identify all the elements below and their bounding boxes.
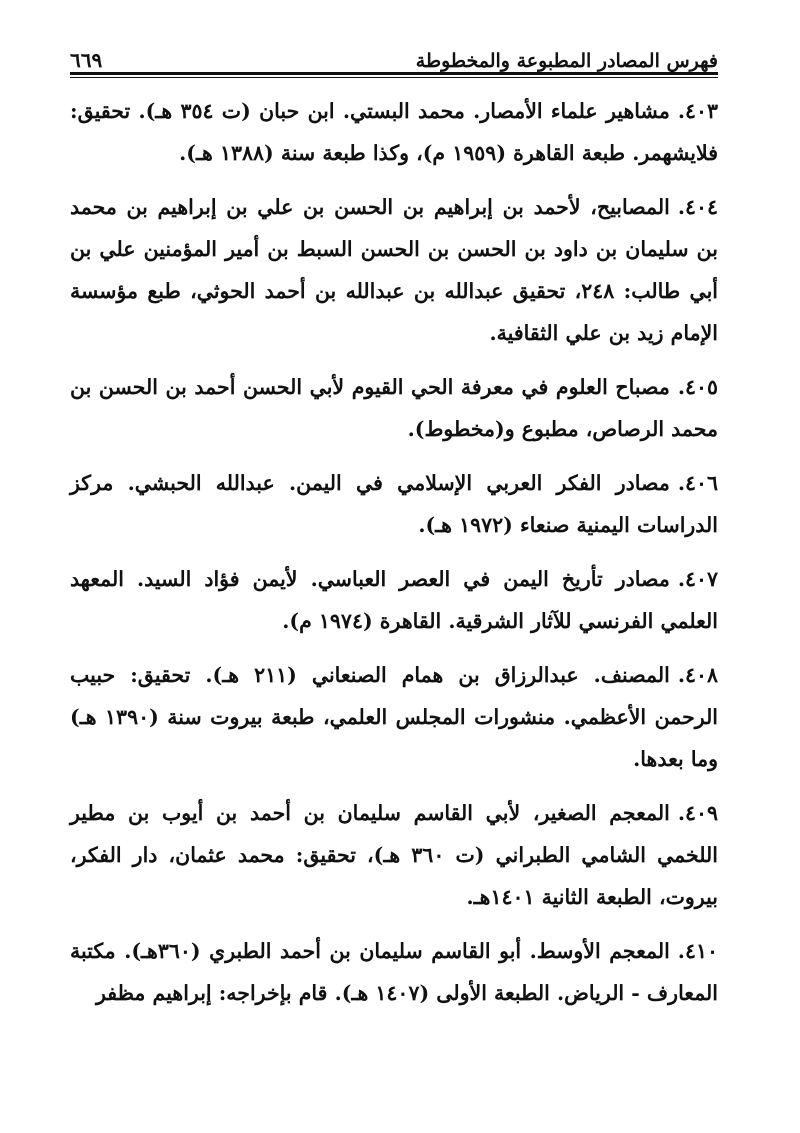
bibliography-entry-405: [70, 366, 718, 450]
header-rule-thin: [70, 77, 718, 78]
entry-text: مصادر تأريخ اليمن في العصر العباسي. لأيمن فؤاد السيد. المعهد العلمي الفرنسي للآثار الشرقية. القاهرة (١٩٧٤ م).: [70, 567, 718, 633]
entry-number: ٤٠٩.: [677, 801, 718, 825]
entry-number: ٤٠٥.: [677, 375, 718, 399]
entry-text: المعجم الأوسط. أبو القاسم سليمان بن أحمد الطبري (٣٦٠هـ). مكتبة المعارف - الرياض. الطبعة الأولى (١٤٠٧ هـ). قام بإخراجه: إبراهيم مظفر: [70, 939, 718, 1005]
bibliography-entry-408: [70, 654, 718, 780]
page-number: ٦٦٩: [70, 48, 103, 72]
entry-text: مصباح العلوم في معرفة الحي القيوم لأبي الحسن أحمد بن الحسن بن محمد الرصاص، مطبوع و(مخطوط).: [70, 375, 718, 441]
header-rule-thick: [70, 72, 718, 75]
entry-number: ٤٠٨.: [677, 663, 718, 687]
bibliography-entry-406: [70, 462, 718, 546]
bibliography-entry-410: [70, 930, 718, 1014]
entry-text: المصابيح، لأحمد بن إبراهيم بن الحسن بن علي بن إبراهيم بن محمد بن سليمان بن داود بن الحسن بن الحسن السبط بن أمير المؤمنين علي بن أبي طالب: ٢٤٨، تحقيق عبدالله بن عبدالله بن أحمد الحوثي، طبع مؤسسة الإمام زيد بن علي الثقافية.: [70, 195, 718, 345]
bibliography-list: [70, 90, 718, 1026]
entry-number: ٤١٠.: [677, 939, 718, 963]
entry-text: المصنف. عبدالرزاق بن همام الصنعاني (٢١١ هـ). تحقيق: حبيب الرحمن الأعظمي. منشورات المجلس العلمي، طبعة بيروت سنة (١٣٩٠ هـ) وما بعدها.: [70, 663, 719, 771]
entry-number: ٤٠٤.: [677, 195, 718, 219]
page-header: [70, 30, 718, 72]
entry-text: مشاهير علماء الأمصار. محمد البستي. ابن حبان (ت ٣٥٤ هـ). تحقيق: فلايشهمر. طبعة القاهرة (١٩٥٩ م)، وكذا طبعة سنة (١٣٨٨ هـ).: [70, 99, 718, 165]
entry-text: المعجم الصغير، لأبي القاسم سليمان بن أحمد بن أيوب بن مطير اللخمي الشامي الطبراني (ت ٣٦٠ هـ)، تحقيق: محمد عثمان، دار الفكر، بيروت، الطبعة الثانية ١٤٠١هـ.: [70, 801, 718, 909]
bibliography-entry-404: [70, 186, 718, 354]
entry-text: مصادر الفكر العربي الإسلامي في اليمن. عبدالله الحبشي. مركز الدراسات اليمنية صنعاء (١٩٧٢ هـ).: [70, 471, 718, 537]
bibliography-entry-409: [70, 792, 718, 918]
bibliography-entry-403: [70, 90, 718, 174]
entry-number: ٤٠٣.: [677, 99, 718, 123]
entry-number: ٤٠٧.: [677, 567, 718, 591]
running-title: فهرس المصادر المطبوعة والمخطوطة: [415, 50, 718, 72]
entry-number: ٤٠٦.: [677, 471, 718, 495]
bibliography-entry-407: [70, 558, 718, 642]
